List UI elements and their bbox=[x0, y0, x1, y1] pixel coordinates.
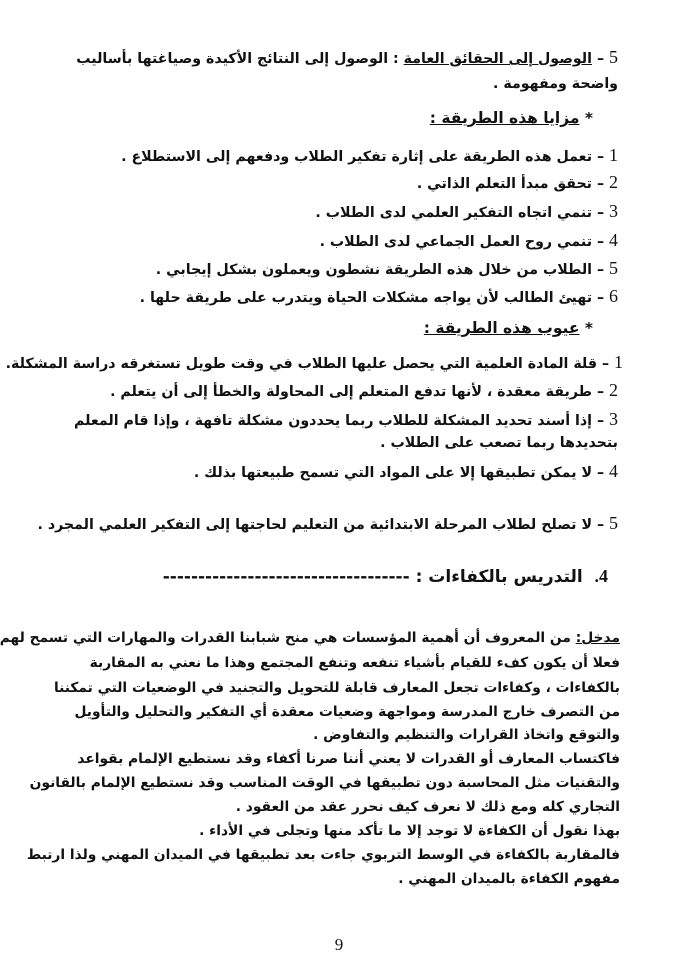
advantage-item: 4 – تنمي روح العمل الجماعي لدى الطلاب . bbox=[319, 230, 618, 250]
disadvantage-item: 5 – لا تصلح لطلاب المرحلة الابتدائية من التعليم لحاجتها إلى التفكير العلمي المجرد . bbox=[37, 513, 618, 533]
advantage-item: 1 – تعمل هذه الطريقة على إثارة تفكير الطلاب ودفعهم إلى الاستطلاع . bbox=[121, 145, 618, 165]
disadvantage-item: 1 – قلة المادة العلمية التي يحصل عليها الطلاب في وقت طويل تستغرقه دراسة المشكلة. bbox=[5, 352, 623, 372]
advantage-item: 3 – تنمي اتجاه التفكير العلمي لدى الطلاب . bbox=[315, 201, 618, 221]
item-number: 5 bbox=[609, 47, 618, 67]
result-item-line1: 5 – الوصول إلى الحقائق العامة : الوصول إلى النتائج الأكيدة وصياغتها بأساليب bbox=[76, 47, 618, 67]
advantage-item: 6 – تهيئ الطالب لأن يواجه مشكلات الحياة ويتدرب على طريقة حلها . bbox=[139, 286, 618, 306]
term-general-facts: الوصول إلى الحقائق العامة bbox=[403, 51, 593, 67]
intro-line: مدخل: من المعروف أن أهمية المؤسسات هي منح شبابنا القدرات والمهارات التي تسمح لهم bbox=[0, 630, 620, 646]
bullet-asterisk: * bbox=[579, 109, 593, 127]
intro-label: مدخل: bbox=[575, 630, 620, 646]
intro-line: والتوقع واتخاذ القرارات والتنظيم والتفاوض . bbox=[313, 727, 620, 743]
intro-line: والتقنيات مثل المحاسبة دون تطبيقها في الوقت المناسب وقد نستطيع الإلمام بالقانون bbox=[29, 775, 620, 791]
result-item-line2: واضحة ومفهومة . bbox=[493, 76, 618, 92]
intro-line: مفهوم الكفاءة بالميدان المهني . bbox=[398, 871, 620, 887]
advantage-item: 2 – تحقق مبدأ التعلم الذاتي . bbox=[416, 172, 618, 192]
disadvantage-item-continued: بتحديدها ربما تصعب على الطلاب . bbox=[380, 435, 618, 451]
intro-line: فعلا أن يكون كفء للقيام بأشياء تنفعه وتنفع المجتمع وهذا ما نعني به المقاربة bbox=[89, 655, 620, 671]
section-title: التدريس بالكفاءات : bbox=[415, 567, 583, 587]
intro-line: من التصرف خارج المدرسة ومواجهة وضعيات معقدة أي التفكير والتحليل والتأويل bbox=[74, 704, 620, 720]
disadvantage-item: 2 – طريقة معقدة ، لأنها تدفع المتعلم إلى المحاولة والخطأ إلى أن يتعلم . bbox=[110, 380, 618, 400]
bullet-asterisk: * bbox=[579, 319, 593, 337]
advantage-item: 5 – الطلاب من خلال هذه الطريقة نشطون ويعملون بشكل إيجابي . bbox=[155, 258, 618, 278]
intro-line: التجاري كله ومع ذلك لا نعرف كيف نحرر عقد من العقود . bbox=[235, 799, 620, 815]
intro-line: بالكفاءات ، وكفاءات تجعل المعارف قابلة للتحويل والتجنيد في الوضعيات التي تمكننا bbox=[53, 680, 620, 696]
dashed-rule: ----------------------------------- bbox=[162, 567, 410, 587]
section-heading bbox=[60, 566, 608, 587]
intro-line: بهذا نقول أن الكفاءة لا توجد إلا ما تأكد منها وتجلى في الأداء . bbox=[199, 823, 620, 839]
intro-line: فاكتساب المعارف أو القدرات لا يعني أننا صرنا أكفاء وقد نستطيع الإلمام بقواعد bbox=[77, 751, 620, 767]
disadvantage-item: 4 – لا يمكن تطبيقها إلا على المواد التي تسمح طبيعتها بذلك . bbox=[193, 461, 618, 481]
disadvantages-heading: * عيوب هذه الطريقة : bbox=[423, 319, 593, 337]
advantages-heading: * مزايا هذه الطريقة : bbox=[429, 109, 593, 127]
section-number: 4. bbox=[594, 566, 608, 586]
disadvantage-item: 3 – إذا أسند تحديد المشكلة للطلاب ربما يحددون مشكلة تافهة ، وإذا قام المعلم bbox=[73, 409, 618, 429]
intro-line: فالمقاربة بالكفاءة في الوسط التربوي جاءت بعد تطبيقها في الميدان المهني ولذا ارتبط bbox=[26, 847, 620, 863]
page-number: 9 bbox=[334, 935, 344, 954]
